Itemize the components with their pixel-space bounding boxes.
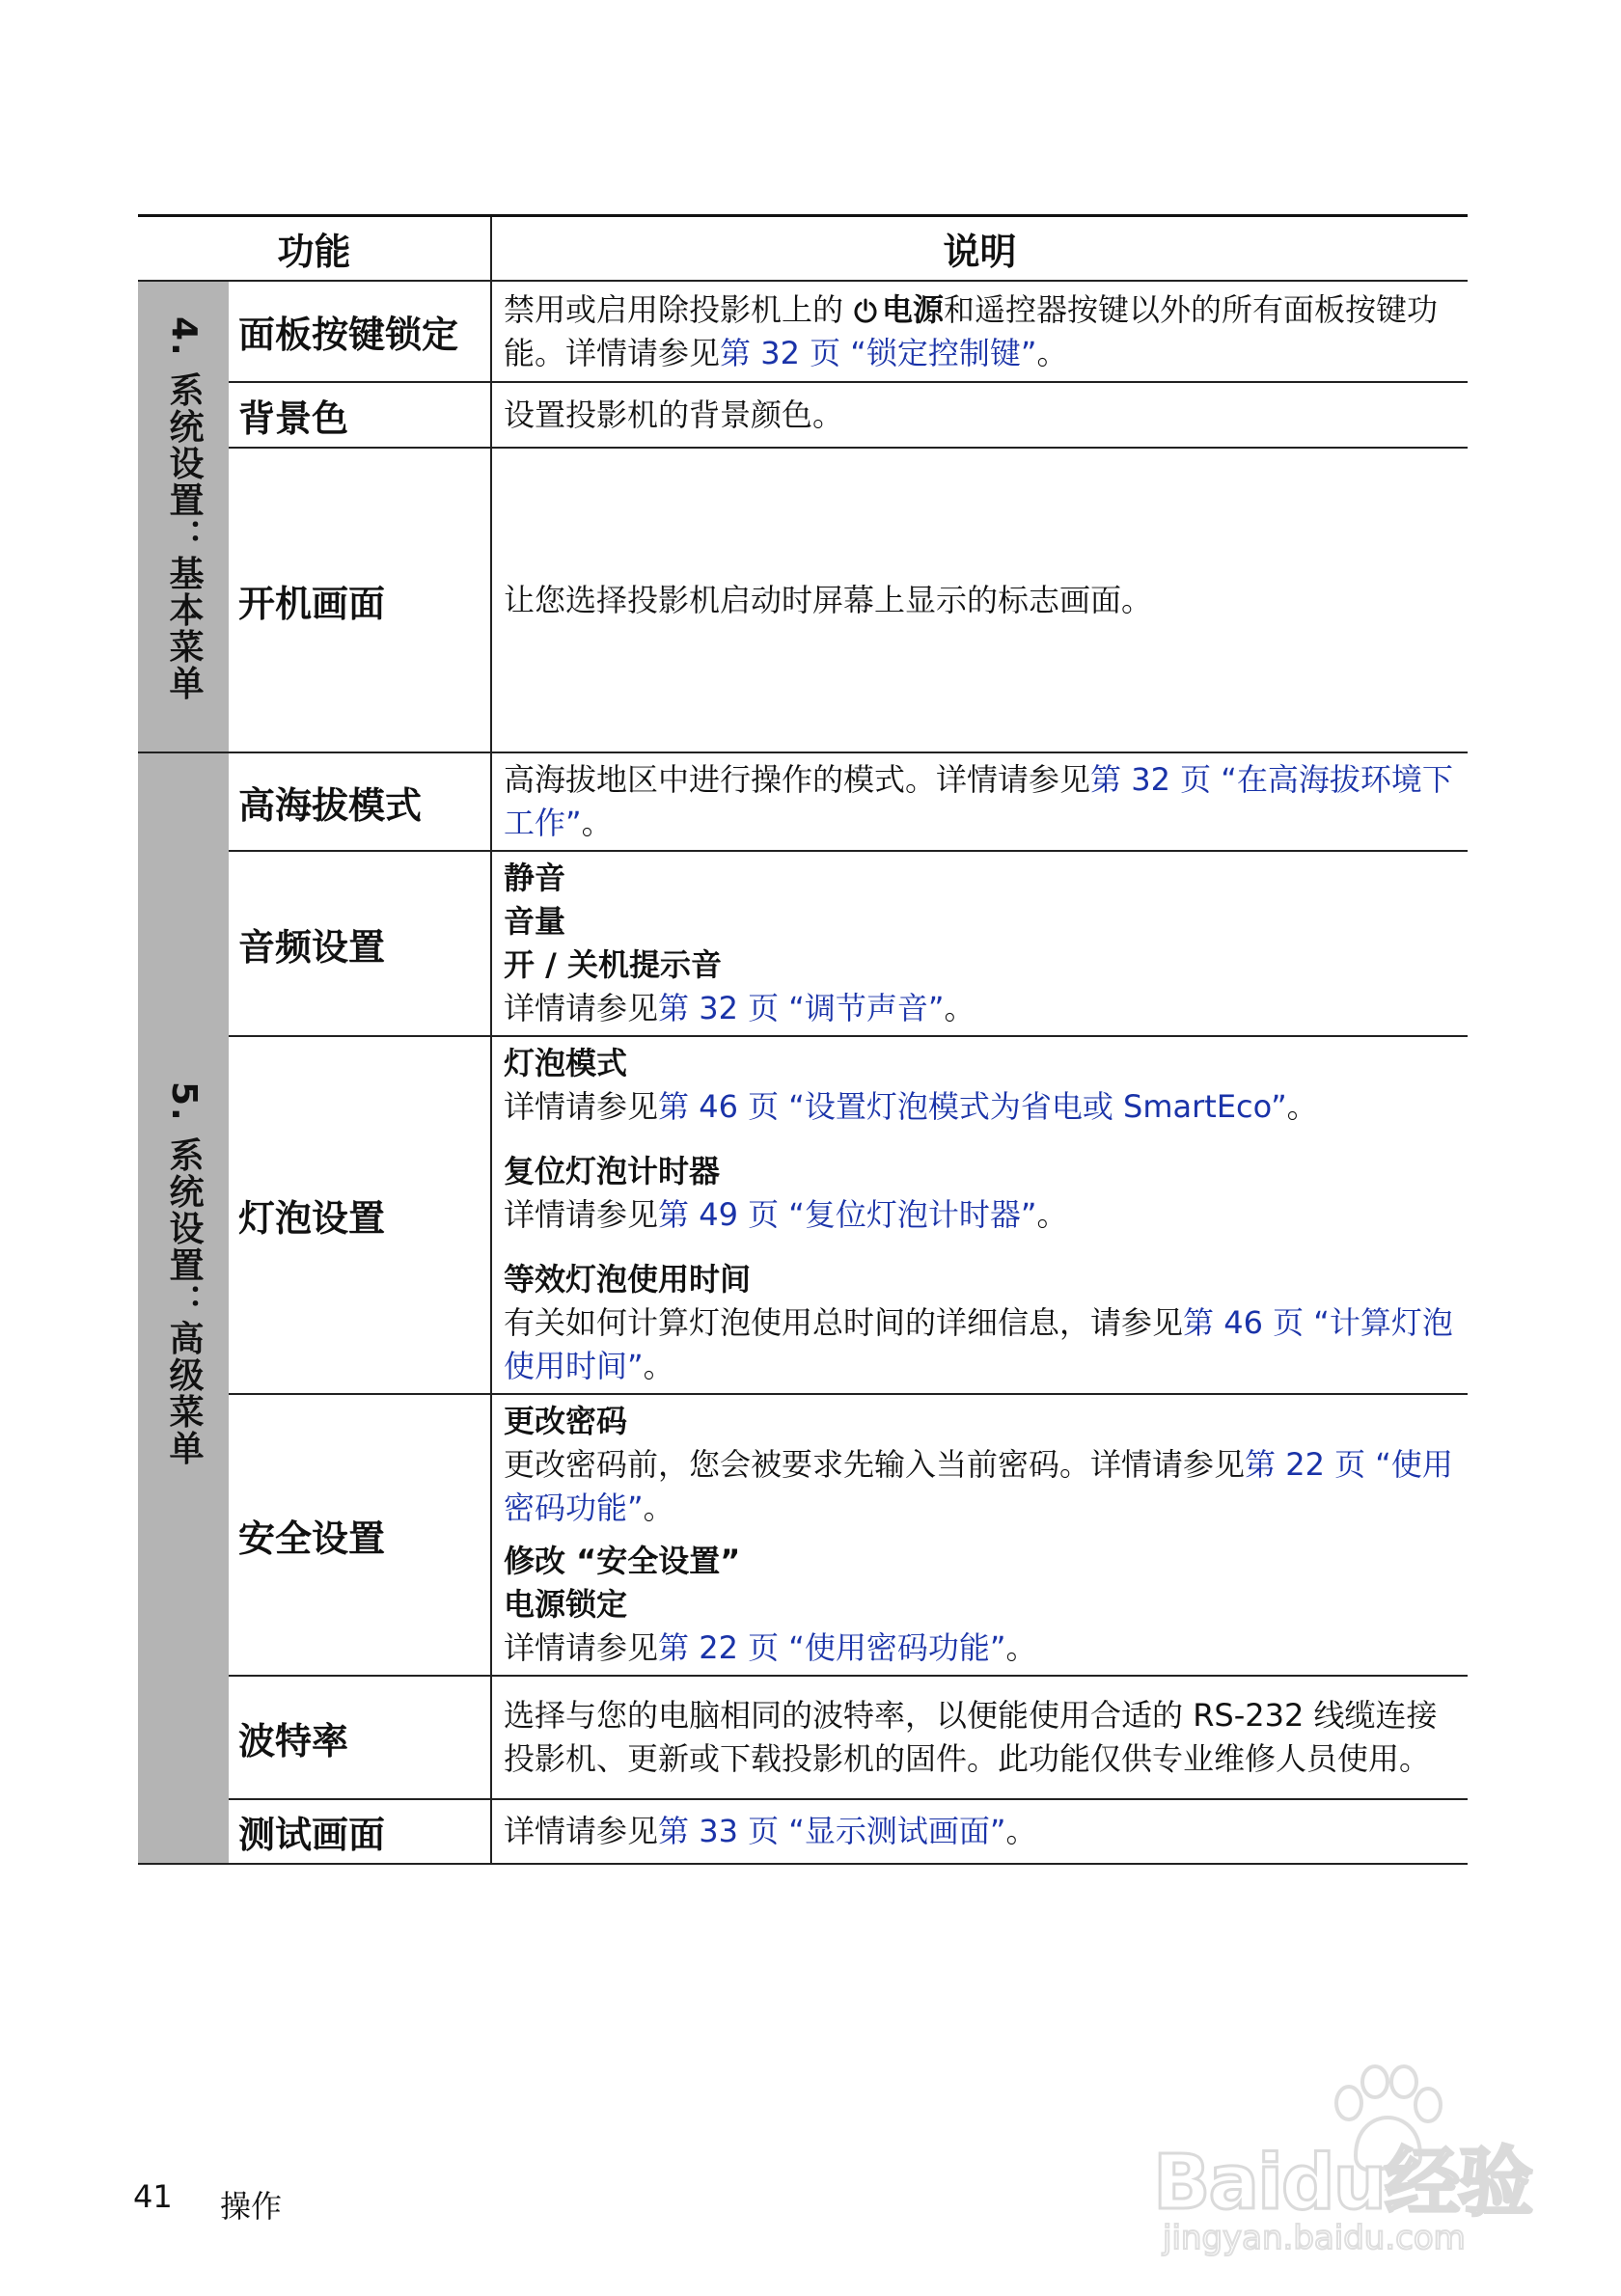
page-reference-link[interactable]: 第 46 页 “计算灯泡使用时间” bbox=[504, 1304, 1453, 1384]
table-row bbox=[138, 281, 1468, 382]
page-reference-link[interactable]: 第 32 页 “在高海拔环境下工作” bbox=[504, 761, 1453, 841]
menu-function-table bbox=[138, 214, 1468, 1865]
page-reference-link[interactable]: 第 49 页 “复位灯泡计时器” bbox=[658, 1196, 1037, 1233]
page-number: 41 bbox=[133, 2178, 173, 2215]
page-reference-link[interactable]: 第 22 页 “使用密码功能” bbox=[504, 1446, 1453, 1526]
function-name: 面板按键锁定 bbox=[229, 281, 491, 382]
page-reference-link[interactable]: 第 32 页 “调节声音” bbox=[658, 990, 945, 1026]
table-row bbox=[138, 448, 1468, 752]
function-name: 音频设置 bbox=[229, 851, 491, 1036]
function-description: 灯泡模式 详情请参见第 46 页 “设置灯泡模式为省电或 SmartEco”。 复位灯泡计时器 详情请参见第 49 页 “复位灯泡计时器”。 等效灯泡使用时间 有关如何计算灯泡使用总时间的详细信息，请参见第 46 页 “计算灯泡使用时间”。 bbox=[491, 1036, 1468, 1394]
function-description: 禁用或启用除投影机上的 电源和遥控器按键以外的所有面板按键功能。详情请参见第 32 页 “锁定控制键”。 bbox=[491, 281, 1468, 382]
function-name: 背景色 bbox=[229, 382, 491, 448]
header-function: 功能 bbox=[138, 216, 491, 282]
watermark-brand: Baidu经验 bbox=[1153, 2140, 1532, 2227]
page-reference-link[interactable]: 第 32 页 “锁定控制键” bbox=[720, 334, 1037, 371]
power-icon bbox=[853, 291, 878, 316]
function-description: 更改密码 更改密码前，您会被要求先输入当前密码。详情请参见第 22 页 “使用密码功能”。 修改 “安全设置” 电源锁定 详情请参见第 22 页 “使用密码功能”。 bbox=[491, 1394, 1468, 1676]
function-description: 高海拔地区中进行操作的模式。详情请参见第 32 页 “在高海拔环境下工作”。 bbox=[491, 752, 1468, 851]
function-name: 测试画面 bbox=[229, 1799, 491, 1864]
table-row bbox=[138, 752, 1468, 851]
function-description: 让您选择投影机启动时屏幕上显示的标志画面。 bbox=[491, 448, 1468, 752]
function-name: 灯泡设置 bbox=[229, 1036, 491, 1394]
table-row bbox=[138, 382, 1468, 448]
footer-section-label: 操作 bbox=[220, 2188, 283, 2225]
function-description: 选择与您的电脑相同的波特率，以便能使用合适的 RS-232 线缆连接投影机、更新或下载投影机的固件。此功能仅供专业维修人员使用。 bbox=[491, 1676, 1468, 1799]
function-description: 静音 音量 开 / 关机提示音 详情请参见第 32 页 “调节声音”。 bbox=[491, 851, 1468, 1036]
function-description: 设置投影机的背景颜色。 bbox=[491, 382, 1468, 448]
page-reference-link[interactable]: 第 46 页 “设置灯泡模式为省电或 SmartEco” bbox=[658, 1088, 1287, 1125]
function-name: 波特率 bbox=[229, 1676, 491, 1799]
table-row bbox=[138, 1676, 1468, 1799]
function-name: 安全设置 bbox=[229, 1394, 491, 1676]
section-label-advanced: 5. 系统设置：高级菜单 bbox=[138, 752, 229, 1864]
section-label-basic: 4. 系统设置：基本菜单 bbox=[138, 281, 229, 752]
page-reference-link[interactable]: 第 22 页 “使用密码功能” bbox=[658, 1629, 1006, 1666]
function-name: 开机画面 bbox=[229, 448, 491, 752]
baidu-jingyan-watermark bbox=[1153, 2064, 1558, 2257]
table-row bbox=[138, 1394, 1468, 1676]
table-header-row bbox=[138, 216, 1468, 282]
page-reference-link[interactable]: 第 33 页 “显示测试画面” bbox=[658, 1813, 1006, 1849]
table-row bbox=[138, 1036, 1468, 1394]
function-description: 详情请参见第 33 页 “显示测试画面”。 bbox=[491, 1799, 1468, 1864]
function-name: 高海拔模式 bbox=[229, 752, 491, 851]
table-row bbox=[138, 1799, 1468, 1864]
watermark-url: jingyan.baidu.com bbox=[1163, 2219, 1466, 2257]
header-description: 说明 bbox=[491, 216, 1468, 282]
table-row bbox=[138, 851, 1468, 1036]
